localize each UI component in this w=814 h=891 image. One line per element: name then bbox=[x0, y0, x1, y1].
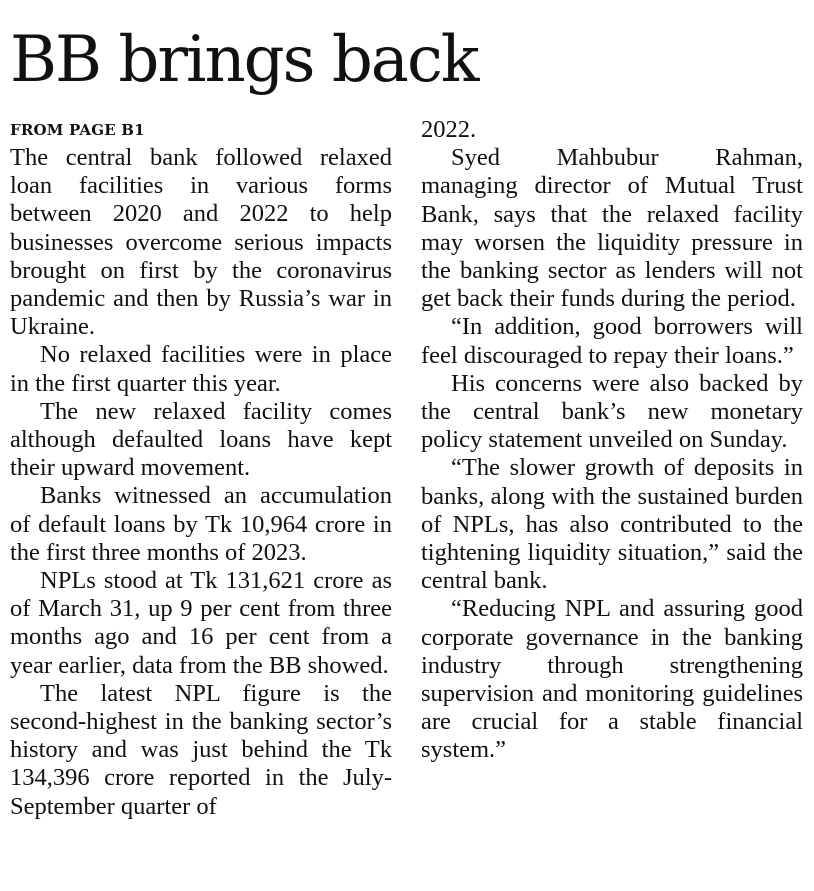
headline: BB brings back bbox=[10, 23, 478, 97]
paragraph: “In addition, good borrowers will feel discouraged to repay their loans.” bbox=[421, 313, 803, 369]
paragraph: His concerns were also backed by the central bank’s new monetary policy statement unveiled on Sunday. bbox=[421, 369, 803, 454]
paragraph: “The slower growth of deposits in banks, along with the sustained burden of NPLs, has also contributed to the tightening liquidity situation,” said the central bank. bbox=[421, 454, 803, 595]
paragraph: Syed Mahbubur Rahman, managing director of Mutual Trust Bank, says that the relaxed facility may worsen the liquidity pressure in the banking sector as lenders will not get back their funds during the period. bbox=[421, 144, 803, 313]
paragraph: The latest NPL figure is the second-highest in the banking sector’s history and was just behind the Tk 134,396 crore reported in the July-September quarter of bbox=[10, 679, 392, 820]
paragraph: “Reducing NPL and assuring good corporate governance in the banking industry through strengthening supervision and monitoring guidelines are crucial for a stable financial system.” bbox=[421, 595, 803, 764]
paragraph: The new relaxed facility comes although defaulted loans have kept their upward movement. bbox=[10, 397, 392, 482]
paragraph: No relaxed facilities were in place in the first quarter this year. bbox=[10, 341, 392, 397]
kicker: FROM PAGE B1 bbox=[10, 121, 145, 139]
paragraph: The central bank followed relaxed loan facilities in various forms between 2020 and 2022 to help businesses overcome serious impacts brought on first by the coronavirus pandemic and then by Russia’s war in Ukraine. bbox=[10, 144, 392, 341]
paragraph: Banks witnessed an accumulation of default loans by Tk 10,964 crore in the first three months of 2023. bbox=[10, 482, 392, 566]
paragraph: NPLs stood at Tk 131,621 crore as of March 31, up 9 per cent from three months ago and 16 per cent from a year earlier, data from the BB showed. bbox=[10, 567, 392, 679]
left-column bbox=[10, 116, 392, 821]
paragraph-continuation: 2022. bbox=[421, 116, 477, 143]
right-column bbox=[421, 116, 803, 765]
